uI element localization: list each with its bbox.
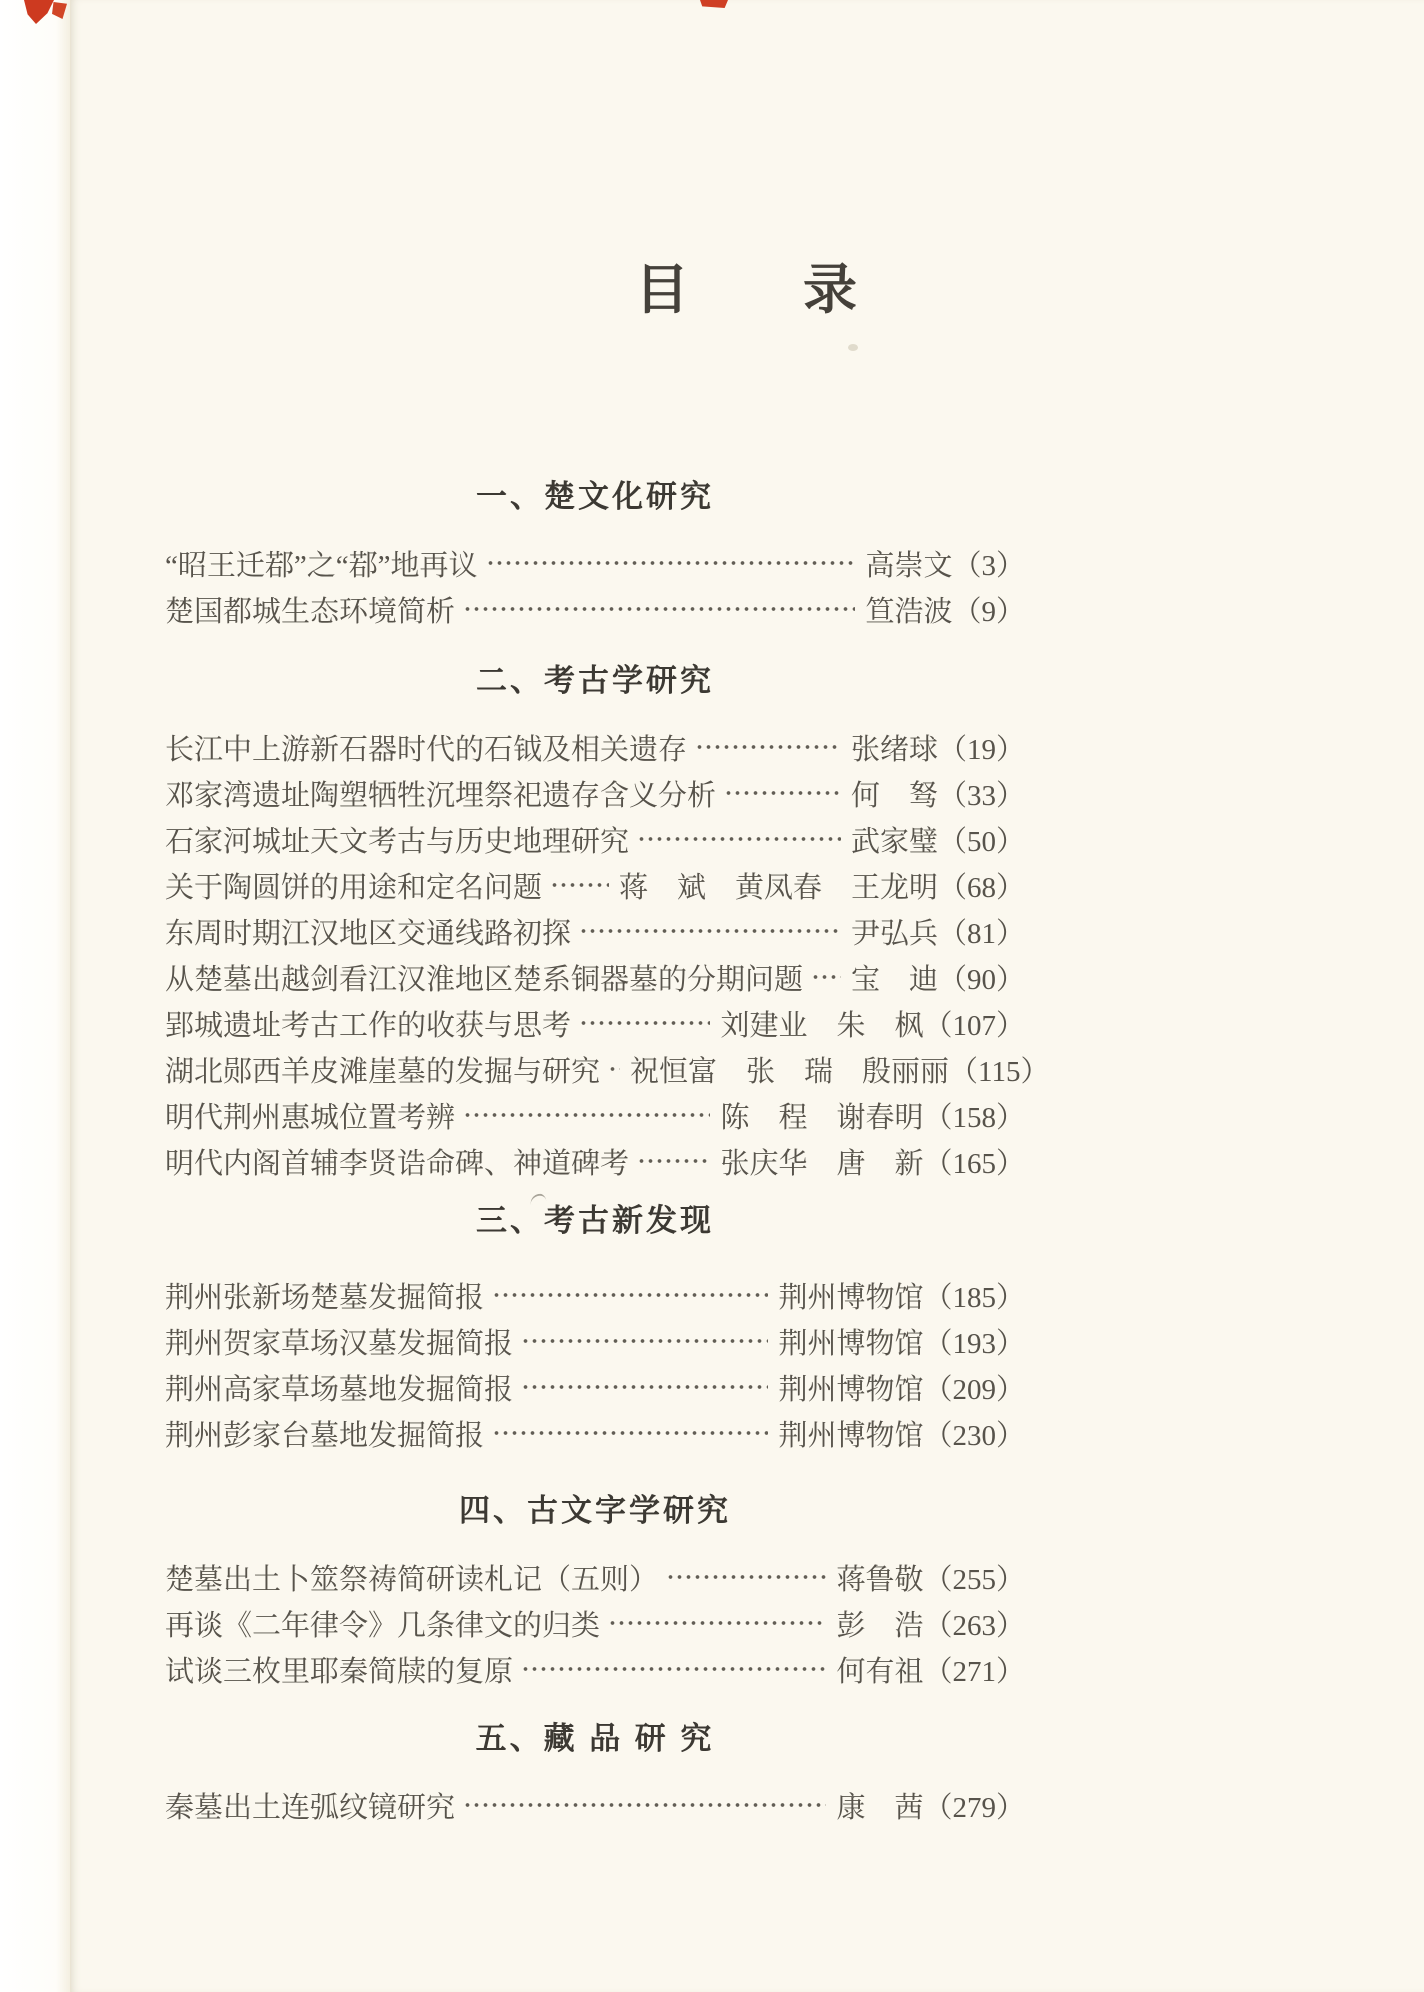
section-heading-3: 三、考古新发现 <box>476 1203 714 1238</box>
entry-title: 荆州彭家台墓地发掘简报 <box>165 1419 485 1452</box>
entry-title: 荆州高家草场墓地发掘简报 <box>165 1373 514 1406</box>
section-heading-5: 五、藏 品 研 究 <box>475 1721 715 1756</box>
toc-entry <box>165 1046 1050 1092</box>
toc-entry <box>165 586 1025 632</box>
entry-page-number: （193） <box>923 1327 1025 1360</box>
entry-title: 试谈三枚里耶秦简牍的复原 <box>165 1655 514 1688</box>
entry-authors: 宝 迪 <box>850 963 938 996</box>
dot-leader <box>521 1646 826 1692</box>
entry-authors: 何有祖 <box>836 1655 924 1688</box>
dot-leader <box>521 1318 768 1364</box>
section-heading-1: 一、楚文化研究 <box>476 479 714 514</box>
dot-leader <box>463 1092 710 1138</box>
entry-authors: 武家璧 <box>850 825 938 858</box>
dot-leader <box>521 1364 768 1410</box>
dot-leader <box>463 586 855 632</box>
entry-title: 再谈《二年律令》几条律文的归类 <box>165 1609 601 1642</box>
entry-title: 湖北郧西羊皮滩崖墓的发掘与研究 <box>165 1055 601 1088</box>
entry-title: 荆州张新场楚墓发掘简报 <box>165 1281 485 1314</box>
section-1-entries <box>165 540 1025 632</box>
toc-entry <box>165 540 1025 586</box>
entry-title: 邓家湾遗址陶塑牺牲沉埋祭祀遗存含义分析 <box>165 779 717 812</box>
entry-authors: 高崇文 <box>865 549 953 582</box>
entry-page-number: （9） <box>952 595 1025 628</box>
section-3-entries <box>165 1272 1025 1456</box>
toc-entry <box>165 954 1025 1000</box>
section-heading-2: 二、考古学研究 <box>476 663 714 698</box>
entry-authors: 荆州博物馆 <box>778 1327 924 1360</box>
toc-entry <box>165 1272 1025 1318</box>
toc-entry <box>165 862 1025 908</box>
entry-page-number: （209） <box>923 1373 1025 1406</box>
entry-title: 秦墓出土连弧纹镜研究 <box>165 1791 456 1824</box>
entry-title: 东周时期江汉地区交通线路初探 <box>165 917 572 950</box>
entry-title: 楚国都城生态环境简析 <box>165 595 456 628</box>
entry-authors: 彭 浩 <box>836 1609 924 1642</box>
toc-entry <box>165 1092 1025 1138</box>
entry-authors: 笪浩波 <box>865 595 953 628</box>
toc-entry <box>165 1554 1025 1600</box>
entry-page-number: （81） <box>937 917 1025 950</box>
toc-entry <box>165 1318 1025 1364</box>
entry-authors: 何 驽 <box>850 779 938 812</box>
toc-entry <box>165 1138 1025 1184</box>
dot-leader <box>811 954 841 1000</box>
entry-page-number: （107） <box>923 1009 1025 1042</box>
entry-title: 石家河城址天文考古与历史地理研究 <box>165 825 630 858</box>
page-title: 目 录 <box>635 260 859 320</box>
entry-title: 关于陶圆饼的用途和定名问题 <box>165 871 543 904</box>
toc-entry <box>165 1600 1025 1646</box>
entry-authors: 蒋 斌 黄凤春 王龙明 <box>618 871 938 904</box>
toc-entry <box>165 1364 1025 1410</box>
entry-page-number: （255） <box>923 1563 1025 1596</box>
toc-entry <box>165 1782 1025 1828</box>
dot-leader <box>695 724 841 770</box>
entry-title: 长江中上游新石器时代的石钺及相关遗存 <box>165 733 688 766</box>
dot-leader <box>492 1272 768 1318</box>
toc-entry <box>165 908 1025 954</box>
dot-leader <box>608 1600 826 1646</box>
entry-page-number: （50） <box>937 825 1025 858</box>
entry-authors: 祝恒富 张 瑞 殷丽丽 <box>630 1055 950 1088</box>
dot-leader <box>579 908 841 954</box>
toc-entry <box>165 770 1025 816</box>
dot-leader <box>486 540 856 586</box>
entry-authors: 张庆华 唐 新 <box>720 1147 924 1180</box>
dot-leader <box>463 1782 826 1828</box>
section-heading-4: 四、古文字学研究 <box>459 1493 731 1528</box>
entry-page-number: （165） <box>923 1147 1025 1180</box>
toc-content <box>165 0 1050 1828</box>
section-5-entries <box>165 1782 1025 1828</box>
entry-title: “昭王迁鄀”之“鄀”地再议 <box>165 549 478 582</box>
entry-title: 郢城遗址考古工作的收获与思考 <box>165 1009 572 1042</box>
entry-page-number: （263） <box>923 1609 1025 1642</box>
entry-page-number: （19） <box>937 733 1025 766</box>
entry-authors: 荆州博物馆 <box>778 1419 924 1452</box>
entry-authors: 尹弘兵 <box>850 917 938 950</box>
dot-leader <box>492 1410 768 1456</box>
entry-title: 从楚墓出越剑看江汉淮地区楚系铜器墓的分期问题 <box>165 963 804 996</box>
toc-entry <box>165 1000 1025 1046</box>
entry-authors: 荆州博物馆 <box>778 1373 924 1406</box>
entry-title: 楚墓出土卜筮祭祷简研读札记（五则） <box>165 1563 659 1596</box>
dot-leader <box>724 770 841 816</box>
entry-page-number: （158） <box>923 1101 1025 1134</box>
entry-authors: 陈 程 谢春明 <box>720 1101 924 1134</box>
entry-authors: 蒋鲁敬 <box>836 1563 924 1596</box>
toc-entry <box>165 1646 1025 1692</box>
entry-authors: 张绪球 <box>850 733 938 766</box>
entry-title: 明代内阁首辅李贤诰命碑、神道碑考 <box>165 1147 630 1180</box>
entry-title: 明代荆州惠城位置考辨 <box>165 1101 456 1134</box>
toc-entry <box>165 1410 1025 1456</box>
entry-page-number: （115） <box>949 1055 1050 1088</box>
section-2-entries <box>165 724 1050 1184</box>
entry-title: 荆州贺家草场汉墓发掘简报 <box>165 1327 514 1360</box>
entry-page-number: （33） <box>937 779 1025 812</box>
dot-leader <box>608 1046 620 1092</box>
toc-entry <box>165 724 1025 770</box>
scanner-edge-strip <box>0 0 70 1992</box>
entry-page-number: （271） <box>923 1655 1025 1688</box>
dot-leader <box>550 862 609 908</box>
entry-page-number: （230） <box>923 1419 1025 1452</box>
dot-leader <box>637 1138 710 1184</box>
entry-page-number: （185） <box>923 1281 1025 1314</box>
entry-page-number: （3） <box>952 549 1025 582</box>
entry-page-number: （279） <box>923 1791 1025 1824</box>
entry-page-number: （68） <box>937 871 1025 904</box>
dot-leader <box>579 1000 710 1046</box>
entry-authors: 刘建业 朱 枫 <box>720 1009 924 1042</box>
toc-entry <box>165 816 1025 862</box>
dot-leader <box>666 1554 826 1600</box>
entry-page-number: （90） <box>937 963 1025 996</box>
entry-authors: 荆州博物馆 <box>778 1281 924 1314</box>
entry-authors: 康 茜 <box>836 1791 924 1824</box>
dot-leader <box>637 816 841 862</box>
section-4-entries <box>165 1554 1025 1692</box>
